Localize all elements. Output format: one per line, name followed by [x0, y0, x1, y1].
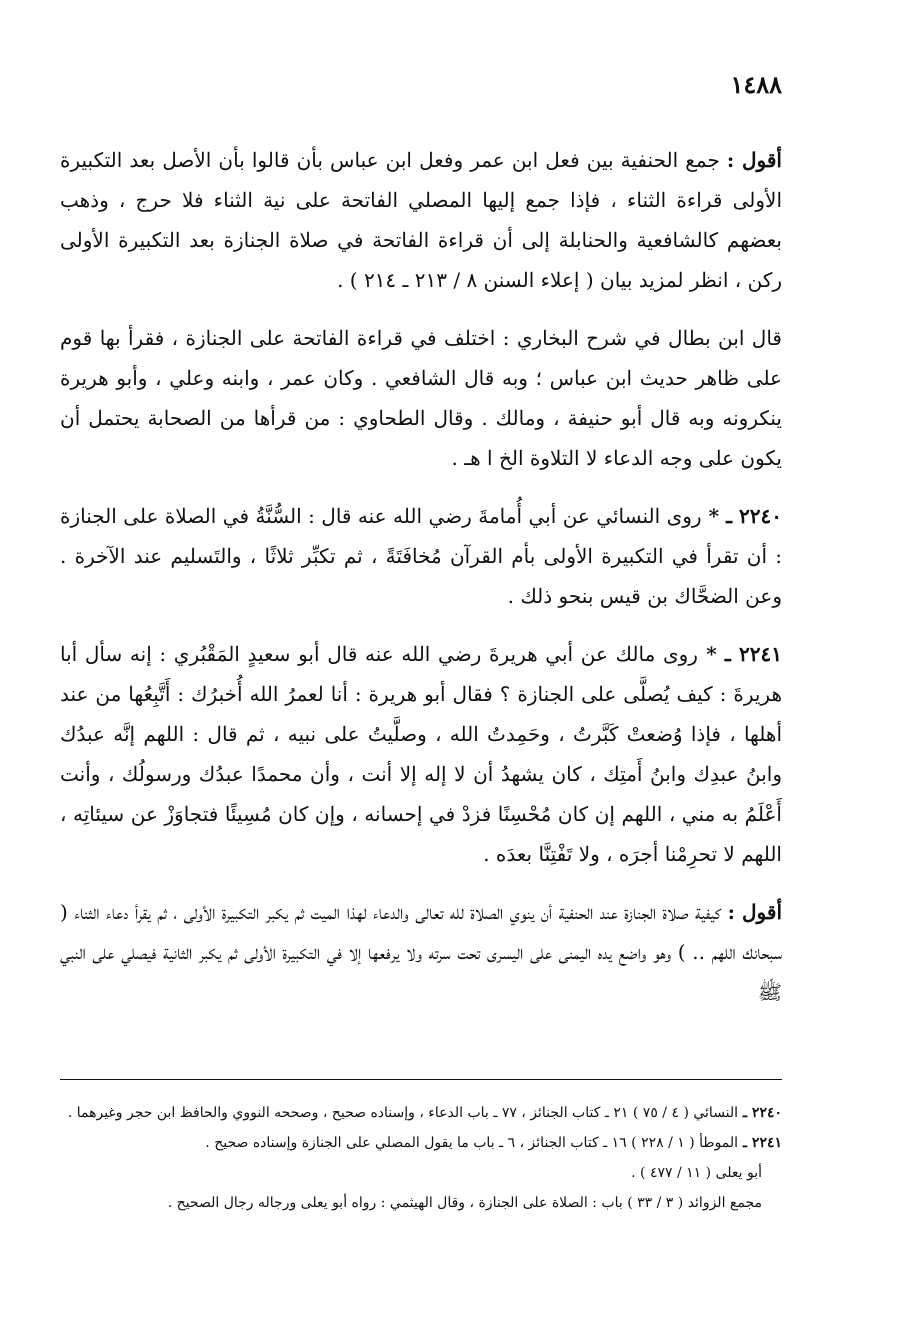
paragraph-text: جمع الحنفية بين فعل ابن عمر وفعل ابن عباس بأن قالوا بأن الأصل بعد التكبيرة الأولى قراءة الثناء ، فإذا جمع إليها المصلي الفاتحة على نية الثناء فلا حرج ، وذهب بعضهم كالشافعية والحنابلة إلى أن قراءة الفاتحة في صلاة الجنازة بعد التكبيرة الأولى ركن ، انظر لمزيد بيان ( إعلاء السنن ٨ / ٢١٣ ـ ٢١٤ ) . [60, 148, 782, 292]
footnote-2241 [60, 1128, 782, 1158]
footnote-text: أبو يعلى ( ١١ / ٤٧٧ ) . [631, 1165, 762, 1181]
hadith-number: ٢٢٤١ ـ * [697, 642, 782, 666]
hadith-number: ٢٢٤٠ ـ * [701, 504, 782, 528]
footnote-text: مجمع الزوائد ( ٣ / ٣٣ ) باب : الصلاة على الجنازة ، وقال الهيثمي : رواه أبو يعلى ورجاله رجال الصحيح . [167, 1195, 762, 1211]
footnote-divider [60, 1079, 782, 1080]
footnotes [60, 1098, 782, 1218]
main-text [60, 140, 782, 1012]
footnote-text: الموطأ ( ١ / ٢٢٨ ) ١٦ ـ كتاب الجنائز ، ٦ ـ باب ما يقول المصلي على الجنازة وإسناده صحيح . [205, 1135, 739, 1151]
paragraph-text: قال ابن بطال في شرح البخاري : اختلف في قراءة الفاتحة على الجنازة ، فقرأ بها قوم على ظاهر حديث ابن عباس ؛ وبه قال الشافعي . وكان عمر ، وابنه وعلي ، وأبو هريرة ينكرونه وبه قال أبو حنيفة ، ومالك . وقال الطحاوي : من قرأها من الصحابة يحتمل أن يكون على وجه الدعاء لا التلاوة الخ ا هـ . [60, 326, 782, 470]
paragraph-lead: أقول : [727, 900, 783, 924]
footnote-text: النسائي ( ٤ / ٧٥ ) ٢١ ـ كتاب الجنائز ، ٧٧ ـ باب الدعاء ، وإسناده صحيح ، وصححه النووي والحافظ ابن حجر وغيرهما . [67, 1105, 739, 1121]
paragraph-text: روى النسائي عن أبي أُمامةَ رضي الله عنه قال : السُّنَّةُ في الصلاة على الجنازة : أن تقرأ في التكبيرة الأولى بأم القرآن مُخافَتَةً ، ثم تكبِّر ثلاثًا ، والتَسليم عند الآخرة . وعن الضحَّاك بن قيس بنحو ذلك . [60, 504, 782, 608]
footnote-number: ٢٢٤٠ ـ [738, 1105, 782, 1121]
paragraph-ibn-battal [60, 318, 782, 478]
footnote-majma [60, 1188, 782, 1218]
hadith-2241 [60, 634, 782, 874]
footnote-number: ٢٢٤١ ـ [738, 1135, 782, 1151]
paragraph-text: كيفية صلاة الجنازة عند الحنفية أن ينوي الصلاة لله تعالى والدعاء لهذا الميت ثم يكبر التكبيرة الأولى ، ثم يقرأ دعاء الثناء ( سبحانك اللهم .. ) وهو واضع يده اليمنى على اليسرى تحت سرته ولا يرفعها إلا في التكبيرة الأولى ثم يكبر الثانية فيصلي على النبي ﷺ [60, 900, 782, 1004]
paragraph-lead: أقول : [726, 148, 782, 172]
footnote-2240 [60, 1098, 782, 1128]
paragraph-aqul-1 [60, 140, 782, 300]
paragraph-aqul-2 [60, 892, 782, 1012]
footnote-abu-yala [60, 1158, 782, 1188]
page-number: ١٤٨٨ [730, 70, 782, 99]
hadith-2240 [60, 496, 782, 616]
paragraph-text: روى مالك عن أبي هريرةَ رضي الله عنه قال أبو سعيدٍ المَقْبُري : إنه سأل أبا هريرةَ : كيف يُصلَّى على الجنازة ؟ فقال أبو هريرة : أنا لعمرُ الله أُخبرُك : أَتَّبِعُها من عند أهلها ، فإذا وُضعتْ كَبَّرتُ ، وحَمِدتُ الله ، وصلَّيتُ على نبيه ، ثم قال : اللهم إنَّه عبدُك وابنُ عبدِك وابنُ أَمتِك ، كان يشهدُ أن لا إله إلا أنت ، وأن محمدًا عبدُك ورسولُك ، وأنت أَعْلَمُ به مني ، اللهم إن كان مُحْسِنًا فزدْ في إحسانه ، وإن كان مُسِيئًا فتجاوَزْ عن سيئاتِه ، اللهم لا تحرِمْنا أجرَه ، ولا تَفْتِنَّا بعدَه . [60, 642, 782, 866]
book-page [60, 0, 782, 1337]
